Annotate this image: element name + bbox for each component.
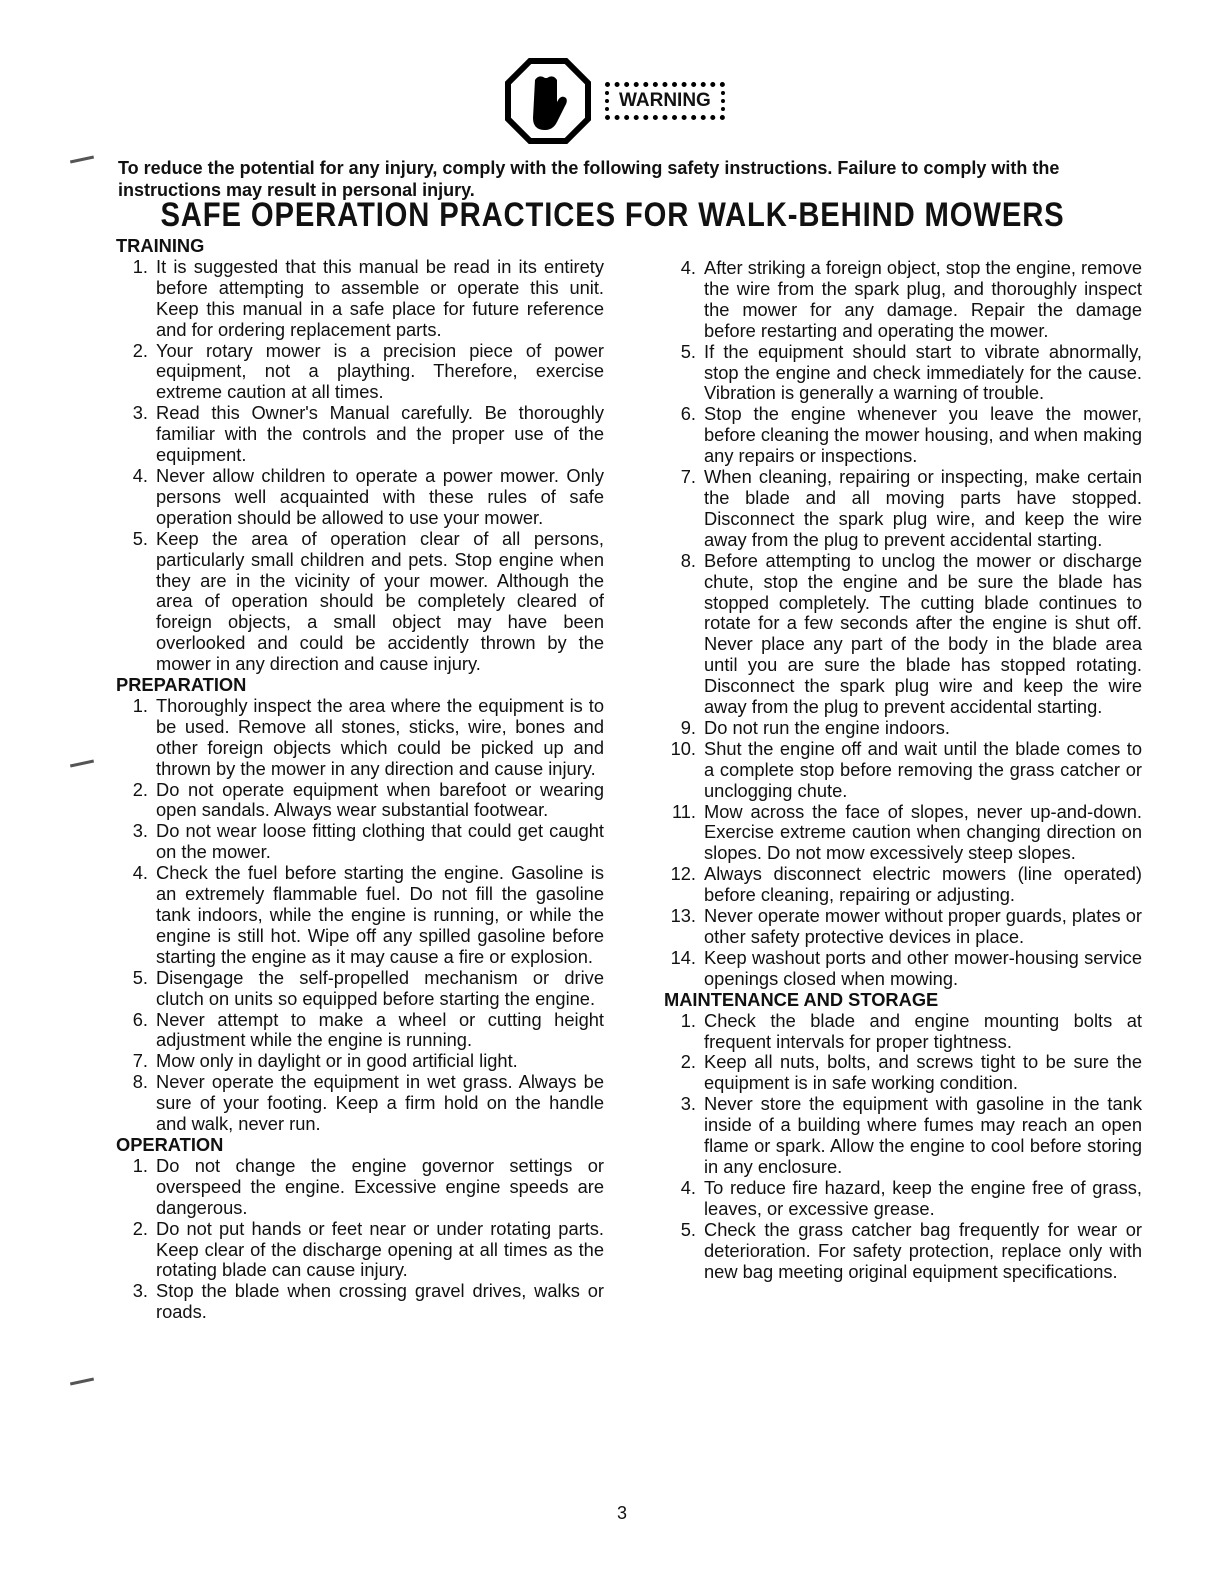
list-item (664, 864, 1142, 906)
list-item (664, 739, 1142, 802)
list-item (116, 257, 604, 341)
item-text: Do not operate equipment when barefoot or wearing open sandals. Always wear substantial footwear. (156, 778, 604, 821)
intro-text: To reduce the potential for any injury, comply with the following safety instructions. Failure to comply with the instructions may result in personal injury. (118, 158, 1060, 200)
list-item (664, 1220, 1142, 1283)
item-number: 3. (680, 1093, 696, 1115)
item-text: Never operate the equipment in wet grass. Always be sure of your footing. Keep a firm hold on the handle and walk, never run. (156, 1071, 604, 1135)
item-text: Always disconnect electric mowers (line operated) before cleaning, repairing or adjusting. (704, 863, 1142, 906)
list-item (664, 1052, 1142, 1094)
list-item (664, 906, 1142, 948)
item-text: Never allow children to operate a power mower. Only persons well acquainted with these rules of safe operation should be allowed to use your mower. (156, 464, 604, 528)
item-number: 5. (680, 1218, 696, 1240)
list-item (116, 821, 604, 863)
item-text: It is suggested that this manual be read in its entirety before attempting to assemble or operate this unit. Keep this manual in a safe place for future reference and for ordering replacement parts. (156, 255, 604, 340)
item-text: Do not put hands or feet near or under rotating parts. Keep clear of the discharge opening at all times as the rotating blade can cause injury. (156, 1217, 604, 1281)
item-number: 8. (132, 1071, 148, 1093)
item-number: 8. (680, 549, 696, 571)
list-item (664, 342, 1142, 405)
item-number: 4. (132, 464, 148, 486)
item-text: Check the blade and engine mounting bolts at frequent intervals for proper tightness. (704, 1009, 1142, 1052)
list-item (664, 404, 1142, 467)
list-item (116, 863, 604, 968)
item-text: Do not wear loose fitting clothing that could get caught on the mower. (156, 820, 604, 863)
list-item (116, 1072, 604, 1135)
item-text: Disengage the self-propelled mechanism or drive clutch on units so equipped before starting the engine. (156, 966, 604, 1009)
item-number: 1. (680, 1009, 696, 1031)
item-text: Check the grass catcher bag frequently for wear or deterioration. For safety protection, replace only with new bag meeting original equipment specifications. (704, 1218, 1142, 1282)
item-number: 1. (132, 255, 148, 277)
item-text: Keep the area of operation clear of all persons, particularly small children and pets. Stop engine when they are in the vicinity of your mower. Although the area of operation should be completely cleared of foreign objects, a small object may have been overlooked and could be accidently thrown by the mower in any direction and cause injury. (156, 527, 604, 675)
item-number: 6. (132, 1008, 148, 1030)
item-number: 4. (132, 862, 148, 884)
item-number: 3. (132, 402, 148, 424)
item-number: 13. (670, 905, 696, 927)
list-item (664, 802, 1142, 865)
item-number: 5. (132, 527, 148, 549)
list-item (664, 1011, 1142, 1053)
list-item (116, 696, 604, 780)
item-number: 1. (132, 1154, 148, 1176)
item-text: When cleaning, repairing or inspecting, make certain the blade and all moving parts have stopped. Disconnect the spark plug wire, and keep the wire away from the plug to prevent accidental starting. (704, 466, 1142, 550)
item-number: 11. (671, 800, 696, 822)
item-number: 4. (680, 257, 696, 278)
item-text: Your rotary mower is a precision piece of power equipment, not a plaything. Therefore, exercise extreme caution at all times. (156, 339, 604, 403)
item-text: Mow across the face of slopes, never up-and-down. Exercise extreme caution when changing direction on slopes. Do not mow excessively steep slopes. (704, 800, 1142, 864)
list-item (664, 948, 1142, 990)
item-text: Keep washout ports and other mower-housing service openings closed when mowing. (704, 946, 1142, 989)
section-heading: OPERATION (116, 1133, 224, 1155)
item-text: To reduce fire hazard, keep the engine free of grass, leaves, or excessive grease. (704, 1176, 1142, 1219)
list-item (664, 718, 1142, 739)
list-item (664, 1178, 1142, 1220)
list-item (664, 258, 1142, 342)
item-text: Read this Owner's Manual carefully. Be thoroughly familiar with the controls and the proper use of the equipment. (156, 402, 604, 466)
item-text: Before attempting to unclog the mower or discharge chute, stop the engine and be sure the blade has stopped completely. The cutting blade continues to rotate for a few seconds after the engine is shut off. Never place any part of the body in the blade area until you are sure the blade has stopped rotating. Disconnect the spark plug wire and keep the wire away from the plug to prevent accidental starting. (704, 549, 1142, 718)
list-item (116, 968, 604, 1010)
section-list (664, 1011, 1142, 1283)
item-number: 7. (680, 466, 696, 488)
list-item (116, 1051, 604, 1072)
section-heading: MAINTENANCE AND STORAGE (664, 988, 939, 1010)
list-item (116, 1010, 604, 1052)
margin-mark (70, 156, 94, 164)
item-number: 4. (680, 1176, 696, 1198)
item-text: Shut the engine off and wait until the blade comes to a complete stop before removing the grass catcher or unclogging chute. (704, 737, 1142, 801)
item-text: Keep all nuts, bolts, and screws tight to be sure the equipment is in safe working condition. (704, 1051, 1142, 1094)
item-number: 5. (680, 340, 696, 362)
section-heading: PREPARATION (116, 674, 247, 696)
item-text: After striking a foreign object, stop the engine, remove the wire from the spark plug, and thoroughly inspect the mower for any damage. Repair the damage before restarting and operating the mower. (704, 257, 1142, 341)
item-number: 2. (680, 1051, 696, 1073)
item-number: 7. (132, 1050, 148, 1072)
left-column (116, 236, 604, 1323)
item-text: If the equipment should start to vibrate abnormally, stop the engine and check immediately for the cause. Vibration is generally a warning of trouble. (704, 340, 1142, 404)
item-number: 2. (132, 778, 148, 800)
warning-logo (505, 58, 725, 144)
margin-mark (70, 760, 94, 768)
list-item (664, 551, 1142, 718)
item-number: 1. (132, 694, 148, 716)
list-item (664, 467, 1142, 551)
section-heading: TRAINING (116, 235, 205, 256)
item-number: 6. (680, 403, 696, 425)
item-text: Mow only in daylight or in good artificial light. (156, 1050, 518, 1072)
list-item (116, 403, 604, 466)
item-number: 3. (132, 820, 148, 842)
section-list (116, 1156, 604, 1323)
list-item (116, 466, 604, 529)
item-number: 9. (680, 716, 696, 738)
item-number: 2. (132, 339, 148, 361)
item-number: 10. (670, 737, 696, 759)
list-item (116, 529, 604, 675)
section-list (116, 257, 604, 675)
list-item (116, 341, 604, 404)
item-number: 2. (132, 1217, 148, 1239)
section-list (116, 696, 604, 1135)
item-text: Never operate mower without proper guards, plates or other safety protective devices in place. (704, 905, 1142, 947)
item-text: Do not run the engine indoors. (704, 716, 950, 738)
item-text: Stop the blade when crossing gravel drives, walks or roads. (156, 1280, 604, 1323)
item-number: 14. (670, 946, 696, 968)
item-text: Do not change the engine governor settings or overspeed the engine. Excessive engine speeds are dangerous. (156, 1154, 604, 1218)
list-item (116, 1156, 604, 1219)
item-text: Check the fuel before starting the engine. Gasoline is an extremely flammable fuel. Do not fill the gasoline tank indoors, while the engine is running, or while the engine is still hot. Wipe off any spilled gasoline before starting the engine as it may cause a fire or explosion. (156, 862, 604, 967)
list-item (116, 1281, 604, 1323)
item-text: Stop the engine whenever you leave the mower, before cleaning the mower housing, and when making any repairs or inspections. (704, 403, 1143, 467)
item-number: 12. (670, 863, 696, 885)
warning-label: WARNING (605, 82, 725, 120)
list-item (664, 1094, 1142, 1178)
page-title: SAFE OPERATION PRACTICES FOR WALK-BEHIND MOWERS (160, 196, 1065, 234)
item-text: Thoroughly inspect the area where the equipment is to be used. Remove all stones, sticks, wire, bones and other foreign objects which could be picked up and thrown by the mower in any direction and cause injury. (156, 694, 604, 779)
item-number: 5. (132, 966, 148, 988)
section-list (664, 258, 1142, 990)
list-item (116, 780, 604, 822)
item-text: Never store the equipment with gasoline in the tank inside of a building where fumes may reach an open flame or spark. Allow the engine to cool before storing in any enclosure. (704, 1093, 1142, 1177)
item-text: Never attempt to make a wheel or cutting height adjustment while the engine is running. (156, 1008, 604, 1051)
margin-mark (70, 1378, 94, 1386)
list-item (116, 1219, 604, 1282)
page-number: 3 (617, 1503, 628, 1523)
right-column (664, 258, 1142, 1282)
stop-hand-icon (505, 58, 591, 144)
item-number: 3. (132, 1280, 148, 1302)
